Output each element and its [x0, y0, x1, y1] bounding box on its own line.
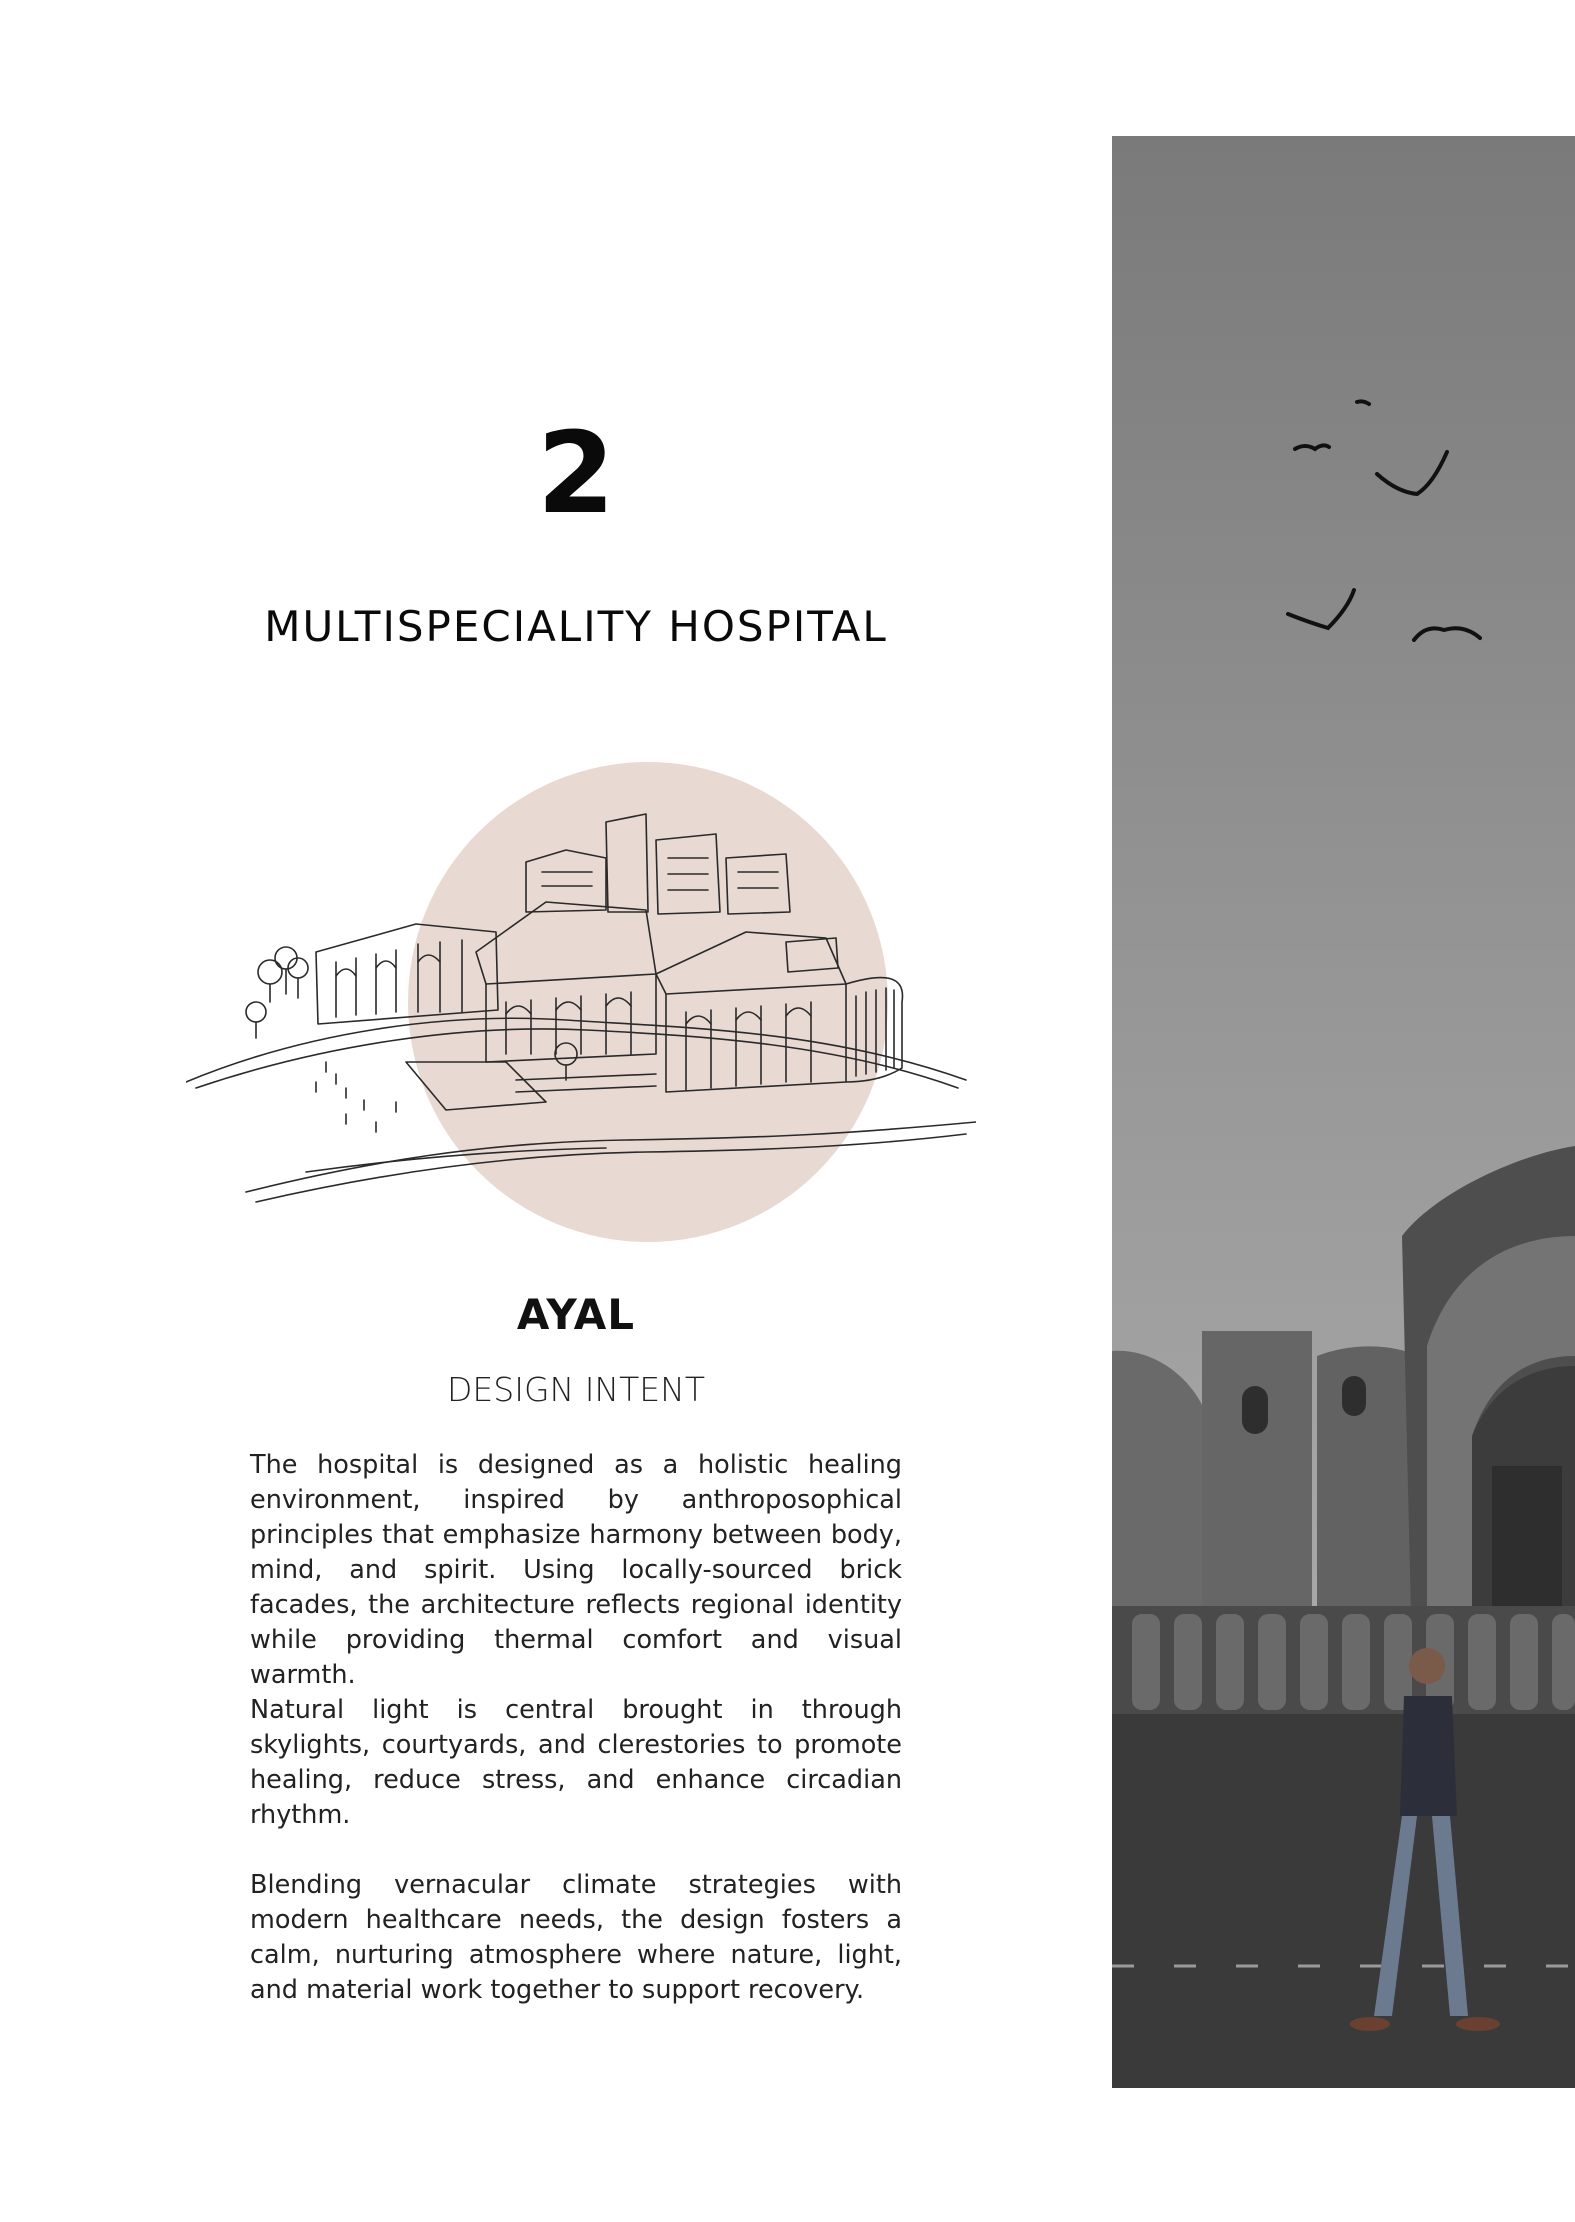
- paragraph: The hospital is designed as a holistic healing environment, inspired by anthroposophical principles that emphasize harmony between body, mind, and spirit. Using locally-sourced brick facades, the architecture reflects regional identity while providing thermal comfort and visual warmth.: [250, 1450, 902, 1690]
- hospital-sketch-illustration: [186, 762, 976, 1252]
- photo-graphic: [1112, 136, 1575, 2088]
- project-name: AYAL: [516, 1290, 636, 1339]
- accent-circle: [408, 762, 888, 1242]
- section-number: 2: [537, 409, 615, 539]
- design-intent-text: [250, 1448, 902, 2008]
- paragraph: Blending vernacular climate strategies with modern healthcare needs, the design fosters a calm, nurturing atmosphere where nature, light, and material work together to support recovery.: [250, 1870, 902, 2005]
- project-type-title: MULTISPECIALITY HOSPITAL: [264, 602, 888, 651]
- hospital-exterior-photo: [1112, 136, 1575, 2088]
- paragraph: Natural light is central brought in through skylights, courtyards, and clerestories to promote healing, reduce stress, and enhance circadian rhythm.: [250, 1695, 902, 1830]
- design-intent-heading: DESIGN INTENT: [447, 1370, 705, 1409]
- road: [1112, 1714, 1575, 2088]
